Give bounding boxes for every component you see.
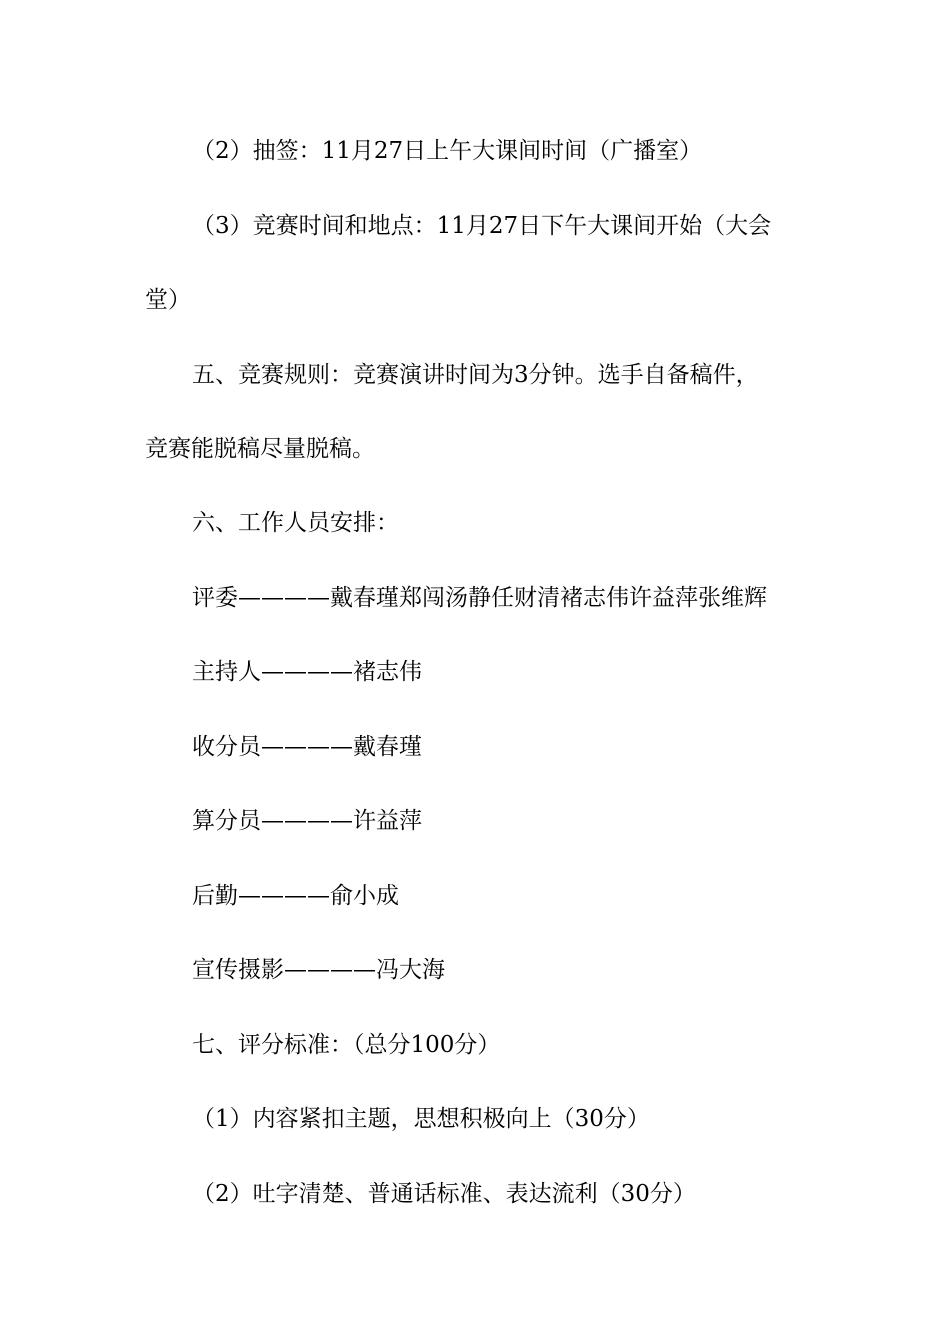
staff-score-collector-line: 收分员————戴春瑾	[192, 734, 422, 760]
staff-logistics-line: 后勤————俞小成	[192, 883, 399, 909]
staff-publicity-photo-line: 宣传摄影————冯大海	[192, 957, 445, 983]
competition-time-place-line: （3）竞赛时间和地点：11月27日下午大课间开始（大会	[192, 213, 772, 239]
staff-arrangement-heading: 六、工作人员安排：	[192, 510, 399, 536]
competition-time-place-continuation: 堂）	[145, 287, 191, 313]
staff-score-calculator-line: 算分员————许益萍	[192, 808, 422, 834]
scoring-criterion-content: （1）内容紧扣主题，思想积极向上（30分）	[192, 1106, 650, 1132]
scoring-criteria-heading: 七、评分标准：（总分100分）	[192, 1032, 501, 1058]
competition-rules-heading-line: 五、竞赛规则：竞赛演讲时间为3分钟。选手自备稿件，	[192, 362, 759, 388]
lottery-schedule-line: （2）抽签：11月27日上午大课间时间（广播室）	[192, 138, 703, 164]
competition-rules-continuation: 竞赛能脱稿尽量脱稿。	[145, 436, 375, 462]
staff-host-line: 主持人————褚志伟	[192, 659, 422, 685]
scoring-criterion-delivery: （2）吐字清楚、普通话标准、表达流利（30分）	[192, 1181, 696, 1207]
staff-judges-line: 评委————戴春瑾郑闯汤静任财清褚志伟许益萍张维辉	[192, 585, 767, 611]
